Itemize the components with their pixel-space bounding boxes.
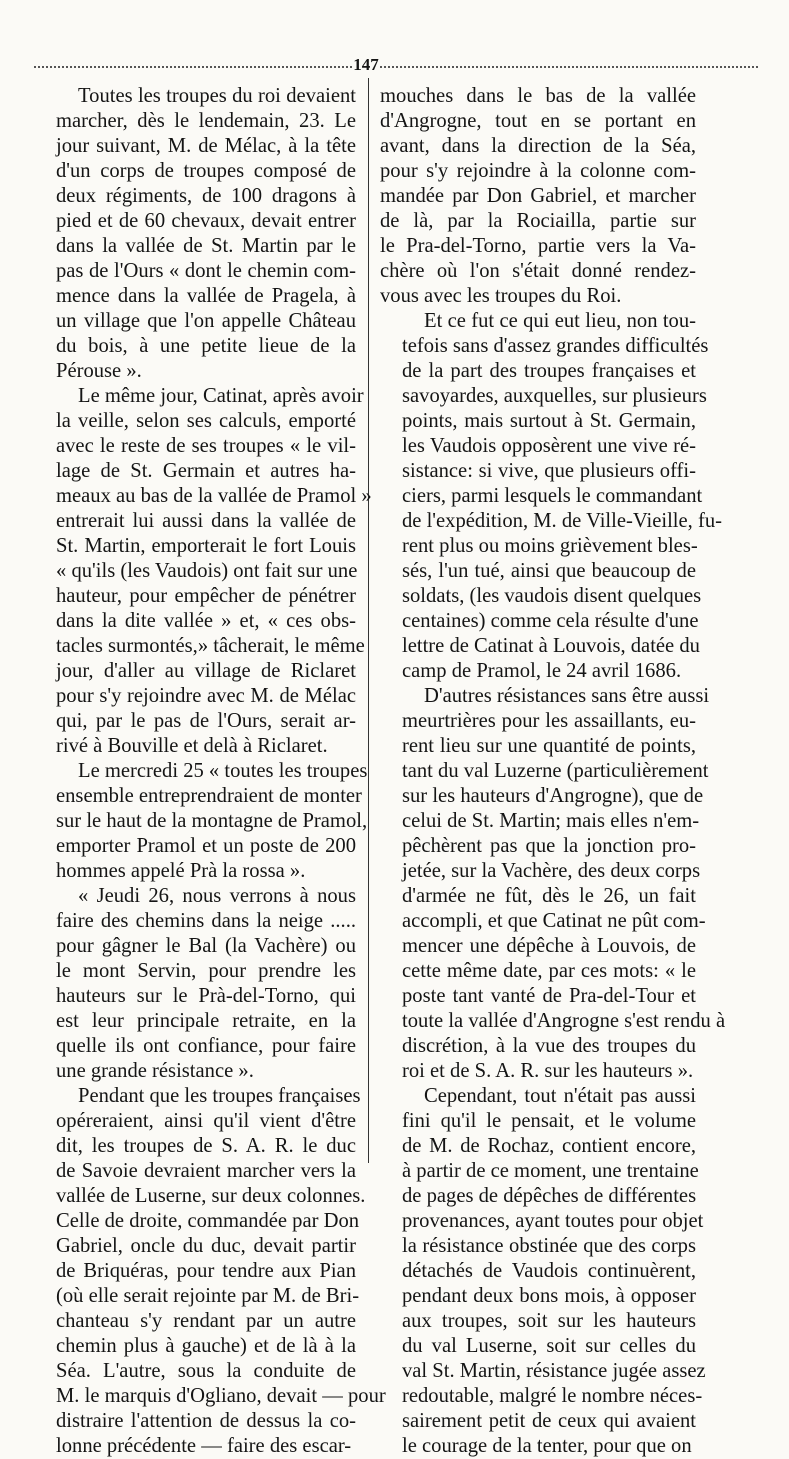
text-line: hauteurs sur le Prà-del-Torno, qui (56, 985, 356, 1007)
text-line: à partir de ce moment, une trentaine (402, 1160, 699, 1182)
text-line: sés, l'un tué, ainsi que beaucoup de (402, 560, 696, 582)
text-line: lonne précédente — faire des escar- (56, 1435, 352, 1457)
text-line: Le même jour, Catinat, après avoir (78, 385, 364, 407)
text-line: accompli, et que Catinat ne pût com- (402, 910, 706, 932)
text-line: de la part des troupes françaises et (402, 360, 696, 382)
paragraph (380, 1084, 706, 1459)
text-line: soldats, (les vaudois disent quelques (402, 585, 702, 607)
text-line: meaux au bas de la vallée de Pramol » (56, 485, 372, 507)
text-line: pied et de 60 chevaux, devait entrer (56, 210, 356, 232)
paragraph (380, 309, 722, 684)
text-line: Pendant que les troupes françaises (78, 1085, 361, 1107)
header-rule-right (380, 66, 758, 68)
text-line: dans la vallée de St. Martin par le (56, 235, 356, 257)
text-line: hommes appelé Prà la rossa ». (56, 860, 306, 882)
text-line: emporter Pramol et un poste de 200 (56, 835, 356, 857)
text-line: pour gâgner le Bal (la Vachère) ou (56, 935, 356, 957)
text-line: rent lieu sur une quantité de points, (402, 735, 696, 757)
text-line: du bois, à une petite lieue de la (56, 335, 356, 357)
text-line: d'un corps de troupes composé de (56, 160, 356, 182)
text-line: la résistance obstinée que des corps (402, 1235, 696, 1257)
paragraph (34, 884, 356, 1084)
left-column (34, 84, 386, 1459)
text-line: chanteau s'y rendant par un autre (56, 1310, 356, 1332)
right-column (380, 84, 726, 1459)
text-line: rent plus ou moins grièvement bles- (402, 535, 698, 557)
text-line: de pages de dépêches de différentes (402, 1185, 697, 1207)
text-line: aux troupes, soit sur les hauteurs (402, 1310, 696, 1332)
page-number: 147 (353, 55, 379, 74)
text-line: sistance: si vive, que plusieurs offi- (402, 460, 696, 482)
paragraph (380, 84, 696, 309)
text-line: marcher, dès le lendemain, 23. Le (56, 110, 356, 132)
text-line: jour, d'aller au village de Riclaret (56, 660, 356, 682)
text-line: fini qu'il le pensait, et le volume (402, 1110, 696, 1132)
text-line: d'Angrogne, tout en se portant en (380, 110, 696, 132)
text-line: pêchèrent pas que la jonction pro- (402, 835, 696, 857)
header-rule-left (34, 66, 352, 68)
text-line: lettre de Catinat à Louvois, datée du (402, 635, 700, 657)
text-line: savoyardes, auxquelles, sur plusieurs (402, 385, 707, 407)
text-line: St. Martin, emporterait le fort Louis (56, 535, 356, 557)
paragraph (34, 84, 356, 384)
text-line: meurtrières pour les assaillants, eu- (402, 710, 696, 732)
paragraph (34, 384, 372, 759)
text-line: vous avec les troupes du Roi. (380, 285, 622, 307)
text-line: avec le reste de ses troupes « le vil- (56, 435, 356, 457)
text-line: mandée par Don Gabriel, et marcher (380, 185, 696, 207)
text-line: pour s'y rejoindre à la colonne com- (380, 160, 696, 182)
text-line: celui de St. Martin; mais elles n'em- (402, 810, 700, 832)
text-line: sairement petit de ceux qui avaient (402, 1410, 696, 1432)
text-line: rivé à Bouville et delà à Riclaret. (56, 735, 328, 757)
text-line: pour s'y rejoindre avec M. de Mélac (56, 685, 356, 707)
text-line: roi et de S. A. R. sur les hauteurs ». (402, 1060, 694, 1082)
paragraph (380, 684, 726, 1084)
text-line: le courage de la tenter, pour que on (402, 1435, 692, 1457)
text-line: Pérouse ». (56, 360, 142, 382)
text-line: val St. Martin, résistance jugée assez (402, 1360, 706, 1382)
text-line: d'armée ne fût, dès le 26, un fait (402, 885, 696, 907)
text-line: du val Luserne, soit sur celles du (402, 1335, 696, 1357)
text-line: Toutes les troupes du roi devaient (78, 85, 356, 107)
text-line: mencer une dépêche à Louvois, de (402, 935, 696, 957)
text-line: ensemble entreprendraient de monter (56, 785, 362, 807)
text-line: deux régiments, de 100 dragons à (56, 185, 356, 207)
text-line: détachés de Vaudois continuèrent, (402, 1260, 696, 1282)
text-line: cette même date, par ces mots: « le (402, 960, 696, 982)
text-line: est leur principale retraite, en la (56, 1010, 356, 1032)
text-line: tacles surmontés,» tâcherait, le même (56, 635, 365, 657)
text-line: les Vaudois opposèrent une vive ré- (402, 435, 696, 457)
text-line: « qu'ils (les Vaudois) ont fait sur une (56, 560, 358, 582)
text-line: de M. de Rochaz, contient encore, (402, 1135, 696, 1157)
text-line: quelle ils ont confiance, pour faire (56, 1035, 356, 1057)
text-line: pas de l'Ours « dont le chemin com- (56, 260, 356, 282)
text-line: le mont Servin, pour prendre les (56, 960, 356, 982)
text-line: lage de St. Germain et autres ha- (56, 460, 356, 482)
text-line: de l'expédition, M. de Ville-Vieille, fu- (402, 510, 722, 532)
text-line: (où elle serait rejointe par M. de Bri- (56, 1285, 360, 1307)
text-line: la veille, selon ses calculs, emporté (56, 410, 356, 432)
text-line: qui, par le pas de l'Ours, serait ar- (56, 710, 356, 732)
text-line: avant, dans la direction de la Séa, (380, 135, 696, 157)
text-line: distraire l'attention de dessus la co- (56, 1410, 356, 1432)
text-line: tefois sans d'assez grandes difficultés (402, 335, 709, 357)
text-line: dans la dite vallée » et, « ces obs- (56, 610, 356, 632)
text-line: ciers, parmi lesquels le commandant (402, 485, 703, 507)
text-line: provenances, ayant toutes pour objet (402, 1210, 704, 1232)
text-line: Et ce fut ce qui eut lieu, non tou- (424, 310, 696, 332)
text-line: entrerait lui aussi dans la vallée de (56, 510, 356, 532)
text-line: jetée, sur la Vachère, des deux corps (402, 860, 701, 882)
column-divider (368, 78, 369, 1163)
text-line: points, mais surtout à St. Germain, (402, 410, 696, 432)
text-line: Celle de droite, commandée par Don (56, 1210, 360, 1232)
text-line: Le mercredi 25 « toutes les troupes (78, 760, 368, 782)
paragraph (34, 759, 368, 884)
text-line: dit, les troupes de S. A. R. le duc (56, 1135, 356, 1157)
text-line: chère où l'on s'était donné rendez- (380, 260, 696, 282)
text-line: opéreraient, ainsi qu'il vient d'être (56, 1110, 356, 1132)
text-line: sur les hauteurs d'Angrogne), que de (402, 785, 704, 807)
text-line: toute la vallée d'Angrogne s'est rendu à (402, 1010, 726, 1032)
text-line: hauteur, pour empêcher de pénétrer (56, 585, 356, 607)
text-line: de là, par la Rociailla, partie sur (380, 210, 696, 232)
text-line: Séa. L'autre, sous la conduite de (56, 1360, 356, 1382)
text-line: redoutable, malgré le nombre néces- (402, 1385, 703, 1407)
text-line: vallée de Luserne, sur deux colonnes. (56, 1185, 366, 1207)
text-line: un village que l'on appelle Château (56, 310, 356, 332)
text-line: « Jeudi 26, nous verrons à nous (78, 885, 356, 907)
text-line: pendant deux bons mois, à opposer (402, 1285, 696, 1307)
text-line: mence dans la vallée de Pragela, à (56, 285, 356, 307)
text-line: D'autres résistances sans être aussi (424, 685, 710, 707)
text-line: mouches dans le bas de la vallée (380, 85, 696, 107)
text-line: Cependant, tout n'était pas aussi (424, 1085, 696, 1107)
text-line: de Briquéras, pour tendre aux Pian (56, 1260, 356, 1282)
text-line: une grande résistance ». (56, 1060, 254, 1082)
text-line: discrétion, à la vue des troupes du (402, 1035, 696, 1057)
text-line: poste tant vanté de Pra-del-Tour et (402, 985, 696, 1007)
text-line: jour suivant, M. de Mélac, à la tête (56, 135, 356, 157)
text-line: tant du val Luzerne (particulièrement (402, 760, 709, 782)
text-line: chemin plus à gauche) et de là à la (56, 1335, 356, 1357)
text-line: Gabriel, oncle du duc, devait partir (56, 1235, 356, 1257)
text-line: le Pra-del-Torno, partie vers la Va- (380, 235, 696, 257)
text-line: faire des chemins dans la neige ..... (56, 910, 356, 932)
text-line: centaines) comme cela résulte d'une (402, 610, 699, 632)
paragraph (34, 1084, 386, 1459)
text-line: sur le haut de la montagne de Pramol, (56, 810, 368, 832)
text-line: M. le marquis d'Ogliano, devait — pour (56, 1385, 386, 1407)
text-line: de Savoie devraient marcher vers la (56, 1160, 356, 1182)
text-line: camp de Pramol, le 24 avril 1686. (402, 660, 682, 682)
